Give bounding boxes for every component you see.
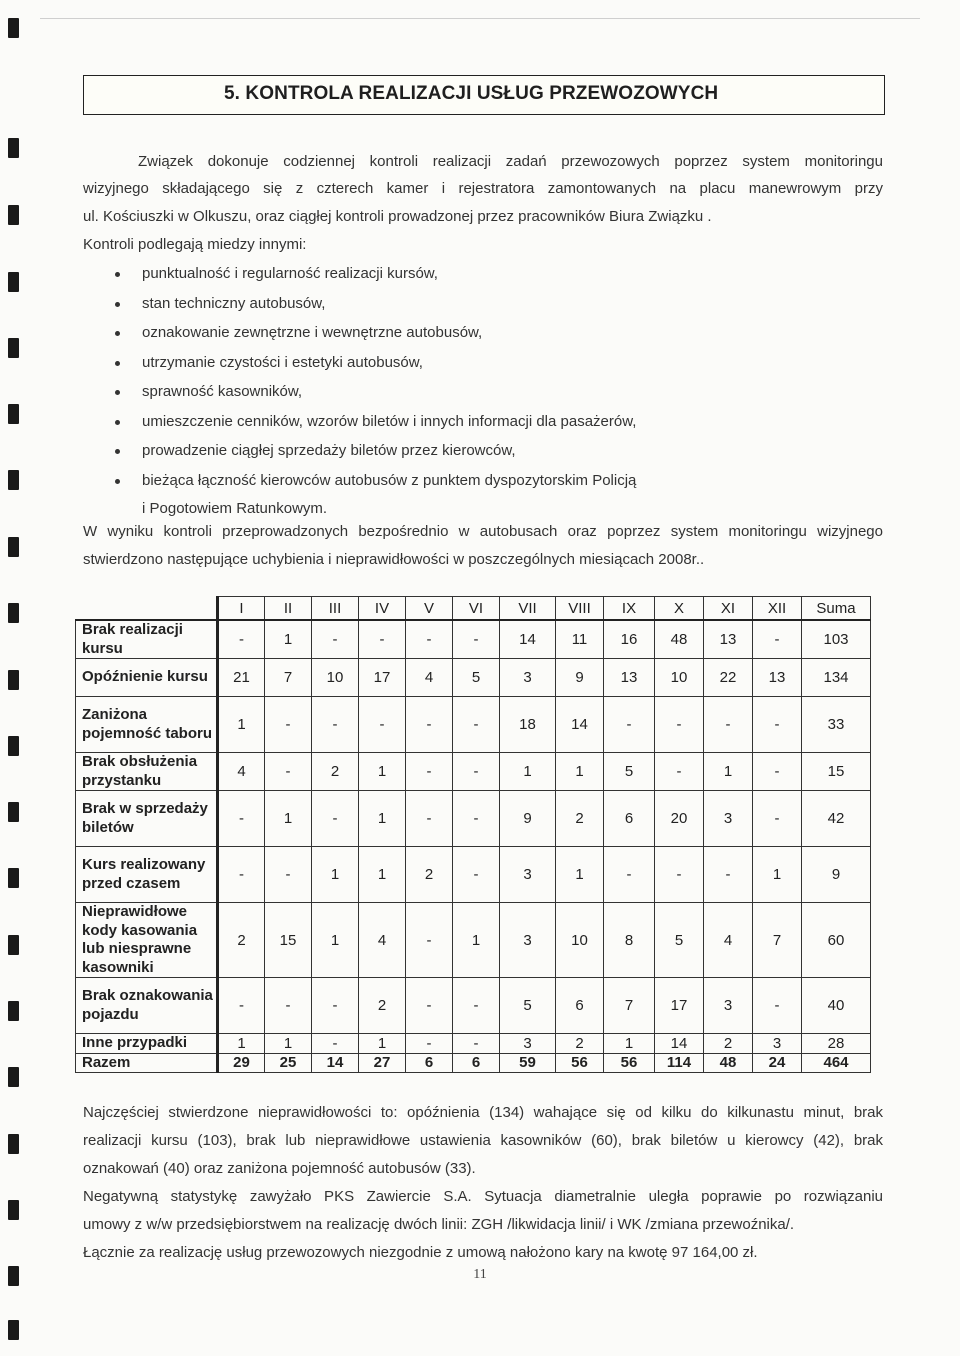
- table-cell: -: [453, 978, 500, 1034]
- table-cell: 3: [500, 1034, 556, 1054]
- table-row: [76, 791, 871, 847]
- table-cell: 3: [704, 978, 753, 1034]
- summary-line-1: Najczęściej stwierdzone nieprawidłowości to: opóźnienia (134) wahające się od kilku do kilkunastu minut, brak: [83, 1104, 883, 1121]
- table-cell: 1: [218, 1034, 265, 1054]
- table-cell: 18: [500, 697, 556, 753]
- controls-list: [110, 259, 636, 523]
- table-cell: 2: [218, 903, 265, 978]
- table-cell: 14: [312, 1053, 359, 1073]
- summary-line-2: realizacji kursu (103), brak lub nieprawidłowe ustawienia kasowników (60), brak biletów u kierowcy (42), brak: [83, 1132, 883, 1149]
- bullet-icon: [115, 449, 120, 454]
- table-cell: -: [453, 753, 500, 791]
- table-cell: -: [265, 847, 312, 903]
- list-item-continuation: i Pogotowiem Ratunkowym.: [142, 500, 328, 517]
- row-label: Razem: [76, 1053, 218, 1073]
- table-cell: 1: [312, 847, 359, 903]
- bullet-icon: [115, 361, 120, 366]
- column-header: Suma: [802, 597, 871, 621]
- table-cell: 20: [655, 791, 704, 847]
- row-label: Brak w sprzedaży biletów: [76, 791, 218, 847]
- table-cell: 2: [556, 791, 604, 847]
- table-cell: -: [453, 847, 500, 903]
- table-cell: -: [753, 620, 802, 659]
- table-cell: 6: [453, 1053, 500, 1073]
- bullet-icon: [115, 272, 120, 277]
- list-item: prowadzenie ciągłej sprzedaży biletów przez kierowców,: [110, 436, 636, 466]
- table-cell: 1: [359, 1034, 406, 1054]
- table-row: [76, 978, 871, 1034]
- table-cell: 5: [655, 903, 704, 978]
- table-cell: 24: [753, 1053, 802, 1073]
- table-cell: 5: [500, 978, 556, 1034]
- page-top-rule: [40, 18, 920, 19]
- list-item: sprawność kasowników,: [110, 377, 636, 407]
- summary-line-6: Łącznie za realizację usług przewozowych niezgodnie z umową nałożono kary na kwotę 97 164,00 zł.: [83, 1244, 758, 1261]
- summary-line-3: oznakowań (40) oraz zaniżona pojemność autobusów (33).: [83, 1160, 476, 1177]
- table-cell: 3: [500, 847, 556, 903]
- table-cell: 1: [556, 753, 604, 791]
- table-cell: 8: [604, 903, 655, 978]
- row-label: Opóźnienie kursu: [76, 659, 218, 697]
- table-cell: -: [265, 697, 312, 753]
- table-cell: 1: [218, 697, 265, 753]
- row-sum-cell: 40: [802, 978, 871, 1034]
- table-cell: 114: [655, 1053, 704, 1073]
- table-cell: 1: [753, 847, 802, 903]
- table-cell: -: [604, 697, 655, 753]
- column-header: X: [655, 597, 704, 621]
- table-cell: -: [406, 697, 453, 753]
- table-cell: -: [406, 620, 453, 659]
- table-cell: 11: [556, 620, 604, 659]
- table-cell: 27: [359, 1053, 406, 1073]
- list-item: umieszczenie cenników, wzorów biletów i innych informacji dla pasażerów,: [110, 407, 636, 437]
- bullet-icon: [115, 479, 120, 484]
- table-cell: -: [359, 620, 406, 659]
- table-cell: 3: [753, 1034, 802, 1054]
- table-cell: 1: [704, 753, 753, 791]
- table-cell: -: [218, 791, 265, 847]
- binder-holes: [8, 0, 20, 1356]
- row-sum-cell: 42: [802, 791, 871, 847]
- table-cell: -: [753, 791, 802, 847]
- column-header: XI: [704, 597, 753, 621]
- table-cell: -: [406, 791, 453, 847]
- table-cell: 9: [500, 791, 556, 847]
- table-cell: -: [218, 978, 265, 1034]
- column-header: VIII: [556, 597, 604, 621]
- table-cell: 1: [359, 847, 406, 903]
- table-cell: 3: [500, 903, 556, 978]
- table-cell: 14: [556, 697, 604, 753]
- list-item: stan techniczny autobusów,: [110, 289, 636, 319]
- intro-line-2: wizyjnego składającego się z czterech kamer i rejestratora zamontowanych na placu manewrowym przy: [83, 180, 883, 197]
- table-cell: -: [753, 697, 802, 753]
- table-cell: -: [218, 620, 265, 659]
- table-cell: 25: [265, 1053, 312, 1073]
- table-cell: -: [453, 697, 500, 753]
- column-header: V: [406, 597, 453, 621]
- table-cell: 48: [704, 1053, 753, 1073]
- table-body: [76, 620, 871, 1073]
- table-cell: 10: [312, 659, 359, 697]
- bullet-icon: [115, 420, 120, 425]
- table-cell: 7: [265, 659, 312, 697]
- table-cell: 6: [406, 1053, 453, 1073]
- row-label: Zaniżona pojemność taboru: [76, 697, 218, 753]
- table-cell: 2: [312, 753, 359, 791]
- table-cell: 1: [312, 903, 359, 978]
- table-cell: 10: [556, 903, 604, 978]
- intro-line-3: ul. Kościuszki w Olkuszu, oraz ciągłej kontroli prowadzonej przez pracowników Biura Związku .: [83, 208, 712, 225]
- table-cell: -: [406, 903, 453, 978]
- table-cell: -: [453, 620, 500, 659]
- table-cell: 4: [704, 903, 753, 978]
- row-label: Nieprawidłowe kody kasowania lub niesprawne kasowniki: [76, 903, 218, 978]
- table-cell: 56: [556, 1053, 604, 1073]
- table-cell: -: [604, 847, 655, 903]
- table-cell: 1: [265, 1034, 312, 1054]
- table-cell: 1: [359, 753, 406, 791]
- column-header: II: [265, 597, 312, 621]
- table-cell: 3: [704, 791, 753, 847]
- column-header: VII: [500, 597, 556, 621]
- table-cell: -: [453, 1034, 500, 1054]
- table-cell: 3: [500, 659, 556, 697]
- row-sum-cell: 464: [802, 1053, 871, 1073]
- table-header-row: [76, 597, 871, 621]
- column-header: I: [218, 597, 265, 621]
- table-cell: 2: [556, 1034, 604, 1054]
- table-cell: -: [312, 1034, 359, 1054]
- table-cell: 7: [604, 978, 655, 1034]
- irregularities-table: [75, 596, 871, 1073]
- table-cell: 14: [500, 620, 556, 659]
- list-item: punktualność i regularność realizacji kursów,: [110, 259, 636, 289]
- section-title: 5. KONTROLA REALIZACJI USŁUG PRZEWOZOWYCH: [224, 83, 719, 104]
- table-cell: -: [312, 620, 359, 659]
- row-sum-cell: 15: [802, 753, 871, 791]
- table-cell: -: [406, 753, 453, 791]
- row-label: Kurs realizowany przed czasem: [76, 847, 218, 903]
- table-cell: 2: [406, 847, 453, 903]
- table-cell: 14: [655, 1034, 704, 1054]
- table-cell: -: [265, 753, 312, 791]
- bullet-icon: [115, 331, 120, 336]
- table-cell: 22: [704, 659, 753, 697]
- bullet-icon: [115, 390, 120, 395]
- table-cell: 13: [704, 620, 753, 659]
- table-cell: -: [655, 753, 704, 791]
- table-cell: -: [312, 697, 359, 753]
- table-row: [76, 659, 871, 697]
- table-row: [76, 753, 871, 791]
- table-cell: 56: [604, 1053, 655, 1073]
- intro-line-1: Związek dokonuje codziennej kontroli realizacji zadań przewozowych poprzez system monitoringu: [138, 153, 883, 170]
- table-cell: -: [359, 697, 406, 753]
- table-cell: 2: [359, 978, 406, 1034]
- row-label: Brak realizacji kursu: [76, 620, 218, 659]
- column-header: III: [312, 597, 359, 621]
- table-cell: -: [704, 697, 753, 753]
- table-cell: 7: [753, 903, 802, 978]
- row-sum-cell: 28: [802, 1034, 871, 1054]
- row-label: Brak oznakowania pojazdu: [76, 978, 218, 1034]
- table-row: [76, 620, 871, 659]
- row-sum-cell: 9: [802, 847, 871, 903]
- table-cell: -: [655, 697, 704, 753]
- table-cell: -: [753, 978, 802, 1034]
- table-cell: -: [265, 978, 312, 1034]
- table-cell: 17: [655, 978, 704, 1034]
- table-cell: 21: [218, 659, 265, 697]
- table-cell: 1: [604, 1034, 655, 1054]
- table-cell: -: [704, 847, 753, 903]
- table-cell: -: [312, 978, 359, 1034]
- table-cell: 9: [556, 659, 604, 697]
- table-total-row: [76, 1053, 871, 1073]
- column-header: XII: [753, 597, 802, 621]
- table-cell: 16: [604, 620, 655, 659]
- table-cell: 13: [753, 659, 802, 697]
- table-cell: 1: [453, 903, 500, 978]
- findings-line-2: stwierdzono następujące uchybienia i nieprawidłowości w poszczególnych miesiącach 2008r..: [83, 551, 705, 568]
- findings-line-1: W wyniku kontroli przeprowadzonych bezpośrednio w autobusach oraz poprzez system monitoringu wizyjnego: [83, 523, 883, 540]
- row-label: Inne przypadki: [76, 1034, 218, 1054]
- bullet-icon: [115, 302, 120, 307]
- table-cell: 15: [265, 903, 312, 978]
- row-sum-cell: 103: [802, 620, 871, 659]
- section-header: [83, 75, 885, 115]
- table-row: [76, 1034, 871, 1054]
- row-sum-cell: 60: [802, 903, 871, 978]
- table-cell: 6: [604, 791, 655, 847]
- summary-line-5: umowy z w/w przedsiębiorstwem na realizację dwóch linii: ZGH /likwidacja linii/ i WK /zmiana przewoźnika/.: [83, 1216, 795, 1233]
- table-cell: 5: [453, 659, 500, 697]
- table-cell: 1: [500, 753, 556, 791]
- table-cell: 1: [556, 847, 604, 903]
- table-cell: 5: [604, 753, 655, 791]
- list-item: bieżąca łączność kierowców autobusów z punktem dyspozytorskim Policją: [110, 466, 636, 496]
- table-cell: -: [218, 847, 265, 903]
- summary-line-4: Negatywną statystykę zawyżało PKS Zawiercie S.A. Sytuacja diametralnie uległa poprawie po rozwiązaniu: [83, 1188, 883, 1205]
- table-cell: 6: [556, 978, 604, 1034]
- table-cell: 4: [359, 903, 406, 978]
- table-cell: 29: [218, 1053, 265, 1073]
- table-cell: 2: [704, 1034, 753, 1054]
- table-cell: 59: [500, 1053, 556, 1073]
- table-cell: 1: [265, 620, 312, 659]
- list-item: utrzymanie czystości i estetyki autobusów,: [110, 348, 636, 378]
- intro-line-4: Kontroli podlegają miedzy innymi:: [83, 236, 307, 253]
- row-sum-cell: 134: [802, 659, 871, 697]
- table-cell: -: [312, 791, 359, 847]
- table-cell: -: [753, 753, 802, 791]
- page-number: 11: [473, 1267, 487, 1282]
- column-header: IV: [359, 597, 406, 621]
- table-cell: 1: [359, 791, 406, 847]
- table-corner: [76, 597, 218, 621]
- table-cell: 10: [655, 659, 704, 697]
- table-cell: -: [406, 1034, 453, 1054]
- column-header: IX: [604, 597, 655, 621]
- table-cell: -: [453, 791, 500, 847]
- row-label: Brak obsłużenia przystanku: [76, 753, 218, 791]
- table-cell: 1: [265, 791, 312, 847]
- table-row: [76, 697, 871, 753]
- table-cell: 4: [218, 753, 265, 791]
- row-sum-cell: 33: [802, 697, 871, 753]
- table-cell: 48: [655, 620, 704, 659]
- column-header: VI: [453, 597, 500, 621]
- table-cell: 4: [406, 659, 453, 697]
- table-cell: -: [655, 847, 704, 903]
- table-cell: 13: [604, 659, 655, 697]
- table-cell: -: [406, 978, 453, 1034]
- table-cell: 17: [359, 659, 406, 697]
- table-row: [76, 847, 871, 903]
- table-row: [76, 903, 871, 978]
- list-item: oznakowanie zewnętrzne i wewnętrzne autobusów,: [110, 318, 636, 348]
